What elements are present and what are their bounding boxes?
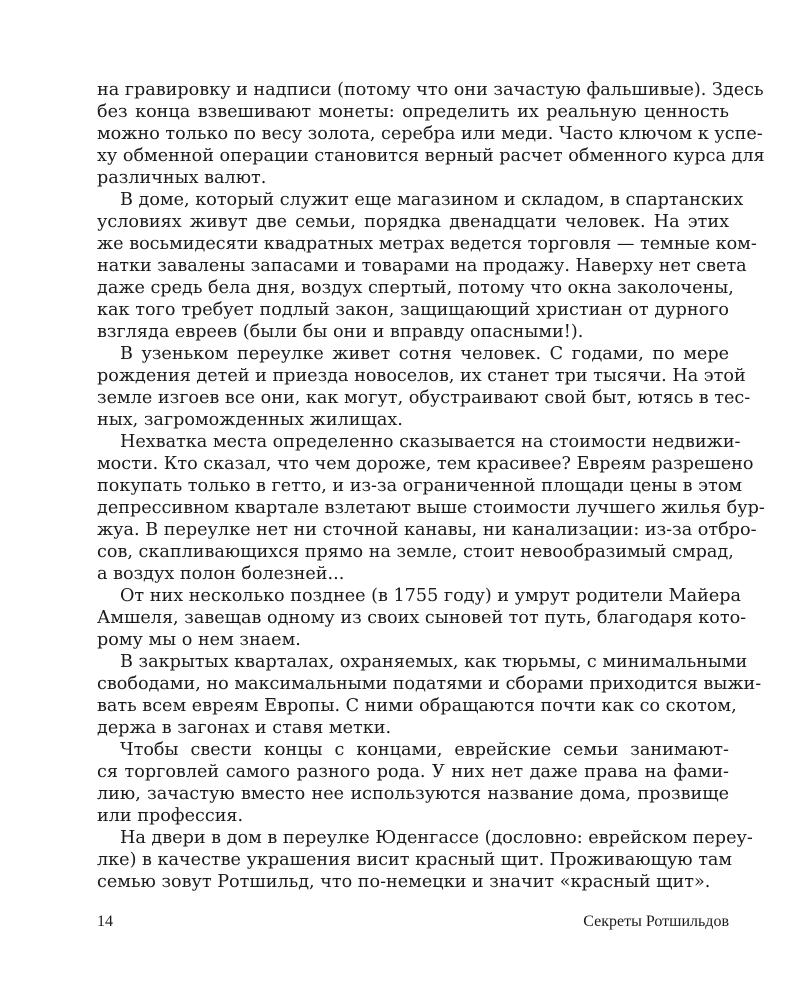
text-line: лке) в качестве украшения висит красный щит. Проживающую там: [97, 850, 733, 870]
text-line: как того требует подлый закон, защищающий христиан от дурного: [97, 300, 729, 320]
text-line: свободами, но максимальными податями и сборами приходится выжи-: [97, 674, 762, 694]
text-line: Чтобы свести концы с концами, еврейские семьи занимают-: [120, 740, 729, 760]
text-line: а воздух полон болезней...: [97, 564, 345, 584]
paragraph-4: [97, 431, 765, 585]
text-line: В узеньком переулке живет сотня человек. С годами, по мере: [120, 344, 729, 364]
paragraph-8: [97, 827, 753, 893]
text-line: сов, скапливающихся прямо на земле, стоит невообразимый смрад,: [97, 542, 734, 562]
page-number: 14: [97, 913, 113, 930]
text-line: же восьмидесяти квадратных метрах ведется торговля — темные ком-: [97, 234, 757, 254]
text-line: натки завалены запасами и товарами на продажу. Наверху нет света: [97, 256, 747, 276]
text-line: ху обменной операции становится верный расчет обменного курса для: [97, 146, 765, 166]
paragraph-5: [97, 585, 747, 651]
text-line: условиях живут две семьи, порядка двенадцати человек. На этих: [97, 212, 729, 232]
text-line: без конца взвешивают монеты: определить их реальную ценность: [97, 102, 729, 122]
text-line: Нехватка места определенно сказывается на стоимости недвижи-: [120, 432, 741, 452]
paragraph-6: [97, 651, 762, 739]
text-line: на гравировку и надписи (потому что они зачастую фальшивые). Здесь: [97, 80, 764, 100]
paragraph-1: [97, 79, 765, 189]
text-line: Амшеля, завещав одному из своих сыновей тот путь, благодаря кото-: [97, 608, 747, 628]
text-line: рому мы о нем знаем.: [97, 630, 301, 650]
running-title: Секреты Ротшильдов: [583, 913, 729, 930]
text-line: жуа. В переулке нет ни сточной канавы, ни канализации: из-за отбро-: [97, 520, 757, 540]
paragraph-7: [97, 739, 729, 827]
text-line: лию, зачастую вместо нее используются название дома, прозвище: [97, 784, 729, 804]
text-line: держа в загонах и ставя метки.: [97, 718, 392, 738]
paragraph-2: [97, 189, 757, 343]
text-line: депрессивном квартале взлетают выше стоимости лучшего жилья бур-: [97, 498, 765, 518]
text-line: мости. Кто сказал, что чем дороже, тем красивее? Евреям разрешено: [97, 454, 754, 474]
text-line: взгляда евреев (были бы они и вправду опасными!).: [97, 322, 584, 342]
text-line: ных, загроможденных жилищах.: [97, 410, 403, 430]
text-line: рождения детей и приезда новоселов, их станет три тысячи. На этой: [97, 366, 746, 386]
text-line: даже средь бела дня, воздух спертый, потому что окна заколочены,: [97, 278, 734, 298]
text-line: От них несколько позднее (в 1755 году) и умрут родители Майера: [120, 586, 742, 606]
text-line: На двери в дом в переулке Юденгассе (дословно: еврейском переу-: [120, 828, 753, 848]
text-line: земле изгоев все они, как могут, обустраивают свой быт, ютясь в тес-: [97, 388, 751, 408]
paragraph-3: [97, 343, 751, 431]
text-line: покупать только в гетто, и из-за ограниченной площади цены в этом: [97, 476, 743, 496]
text-line: ся торговлей самого разного рода. У них нет даже права на фами-: [97, 762, 729, 782]
text-line: В закрытых кварталах, охраняемых, как тюрьмы, с минимальными: [120, 652, 748, 672]
body-text: [97, 79, 765, 893]
text-line: можно только по весу золота, серебра или меди. Часто ключом к успе-: [97, 124, 763, 144]
text-line: или профессия.: [97, 806, 244, 826]
text-line: семью зовут Ротшильд, что по-немецки и значит «красный щит».: [97, 872, 711, 892]
text-line: различных валют.: [97, 168, 267, 188]
text-line: В доме, который служит еще магазином и складом, в спартанских: [120, 190, 744, 210]
text-line: вать всем евреям Европы. С ними обращаются почти как со скотом,: [97, 696, 737, 716]
